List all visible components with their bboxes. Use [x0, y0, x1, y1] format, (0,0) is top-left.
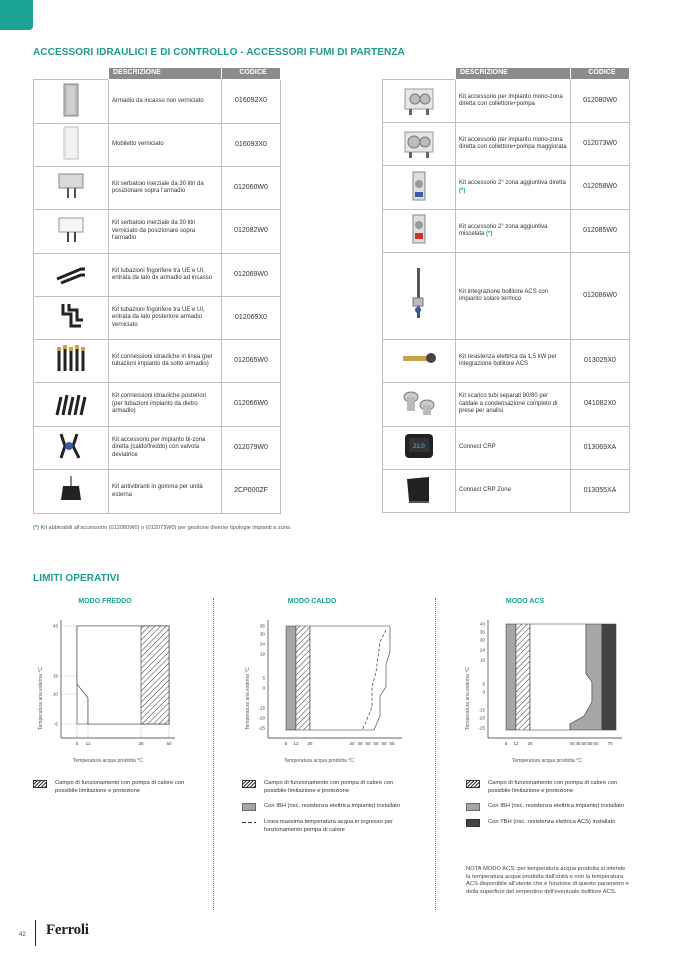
- legend-swatch-hatch: [242, 780, 256, 788]
- table-row: [34, 340, 281, 383]
- header-blank: [383, 68, 456, 80]
- legend-swatch-gray: [466, 803, 480, 811]
- y-tick-label: 19: [479, 657, 485, 663]
- xlabel-freddo: Temperatura acqua prodotta °C: [73, 758, 143, 764]
- legend-freddo: [33, 780, 193, 803]
- row-code: 013025X0: [571, 340, 630, 383]
- row-code: 012085W0: [571, 210, 630, 253]
- row-code: 012066W0: [222, 383, 281, 427]
- x-tick-label: 45: [357, 741, 363, 746]
- legend-item: [466, 803, 636, 811]
- connect-crp-image: [383, 427, 456, 470]
- mono-zone-pump-big-image: [383, 123, 456, 166]
- ferroli-logo: Ferroli: [46, 922, 89, 938]
- connect-crp-zone-image: [383, 470, 456, 513]
- table-row: [34, 254, 281, 297]
- x-tick-label: 50: [166, 741, 172, 746]
- row-code: 012060W0: [222, 167, 281, 210]
- legend-swatch-gray: [242, 803, 256, 811]
- y-tick-label: 19: [52, 673, 58, 679]
- y-tick-label: 24: [259, 641, 265, 647]
- legend-acs: [466, 780, 636, 835]
- electric-heater-image: [383, 340, 456, 383]
- section-title-accessories: ACCESSORI IDRAULICI E DI CONTROLLO - ACCESSORI FUMI DI PARTENZA: [33, 47, 405, 58]
- y-tick-label: 0: [482, 689, 485, 695]
- refrigerant-pipes-dx-image: [34, 254, 109, 297]
- table-row: [383, 80, 630, 123]
- table-row: [383, 210, 630, 253]
- chart-acs: [460, 612, 630, 770]
- corner-tab: [0, 0, 33, 30]
- x-tick-label: 40: [569, 741, 575, 746]
- header-description: DESCRIZIONE: [109, 68, 222, 80]
- row-description: Kit tubazioni frigorifere tra UE e UI, entrata da lato dx armadio ad incasso: [109, 254, 222, 297]
- header-code: CODICE: [222, 68, 281, 80]
- acs-ibh-zone-left: [506, 624, 516, 730]
- y-tick-label: 43: [52, 623, 58, 629]
- table-row: [383, 123, 630, 166]
- header-description: DESCRIZIONE: [456, 68, 571, 80]
- acs-tbh-zone: [602, 624, 616, 730]
- table-row: [34, 427, 281, 470]
- y-tick-label: 0: [262, 685, 265, 691]
- legend-item: [466, 819, 636, 827]
- nota-acs: NOTA MODO ACS: per temperatura acqua prodotta si intende la temperatura acqua prodotta dall'unità e non la temperatura ACS disponibile all'utente che è funzione di questo parametro e della superficie del serpentino dell'eventuale bollitore ACS.: [466, 866, 629, 895]
- ylabel-freddo: Temperatura aria esterna °C: [38, 667, 44, 730]
- legend-text: Linea massima temperatura acqua in ingresso per funzionamento pompa di calore: [264, 819, 393, 833]
- divider-1: [213, 598, 214, 910]
- accessories-table-right: [382, 67, 630, 513]
- x-tick-label: 45: [575, 741, 581, 746]
- second-zone-direct-image: [383, 166, 456, 210]
- row-description: Mobiletto verniciato: [109, 124, 222, 167]
- x-tick-label: 25: [527, 741, 533, 746]
- y-tick-label: -25: [478, 725, 485, 731]
- chart-caldo: [240, 612, 410, 770]
- x-tick-label: 55: [587, 741, 593, 746]
- antivibration-image: [34, 470, 109, 514]
- x-tick-label: 25: [138, 741, 144, 746]
- row-code: 012069X0: [222, 297, 281, 340]
- divider-2: [435, 598, 436, 910]
- xlabel-caldo: Temperatura acqua prodotta °C: [284, 758, 354, 764]
- row-code: 012058W0: [571, 166, 630, 210]
- x-tick-label: 12: [293, 741, 299, 746]
- table-row: [34, 210, 281, 254]
- x-tick-label: 11: [85, 741, 91, 746]
- row-code: 012079W0: [222, 427, 281, 470]
- row-code: 016092X0: [222, 80, 281, 124]
- row-description: Kit accessorio per impianto mono-zona diretta con collettore+pompa: [456, 80, 571, 123]
- table-row: [34, 167, 281, 210]
- caldo-field: [310, 626, 390, 730]
- row-code: 012073W0: [571, 123, 630, 166]
- y-tick-label: 30: [479, 637, 485, 643]
- legend-text: Con TBH (risc. resistenza elettrica ACS) installato: [488, 819, 616, 826]
- row-description: Kit resistenza elettrica da 1,5 kW per integrazione bollitore ACS: [456, 340, 571, 383]
- row-description: Kit antivibranti in gomma per unità esterna: [109, 470, 222, 514]
- table-row: [34, 470, 281, 514]
- hydraulic-connections-line-image: [34, 340, 109, 383]
- y-tick-label: -25: [258, 725, 265, 731]
- y-tick-label: -20: [478, 715, 485, 721]
- header-blank: [34, 68, 109, 80]
- chart-freddo: [33, 612, 193, 770]
- section-title-limits: LIMITI OPERATIVI: [33, 573, 120, 584]
- legend-item: [242, 803, 417, 811]
- row-code: 012080W0: [571, 80, 630, 123]
- y-tick-label: 5: [482, 681, 485, 687]
- y-tick-label: 35: [479, 629, 485, 635]
- y-tick-label: -20: [258, 715, 265, 721]
- row-code: 013069XA: [571, 427, 630, 470]
- table-row: [383, 427, 630, 470]
- row-code: 012065W0: [222, 340, 281, 383]
- footnote-text: Kit abbinabili all'accessorio (012080W0) o (012073W0) per gestione diverse tipologie impianti a zona: [40, 525, 290, 531]
- inertial-tank-above-image: [34, 210, 109, 254]
- row-description: Kit scarico tubi separati 80/80 per caldaie a condensazione completo di prese per analisi: [456, 383, 571, 427]
- legend-text: Campo di funzionamento con pompa di calore con possibile limitazione e protezione: [264, 780, 394, 794]
- x-tick-label: 50: [581, 741, 587, 746]
- brand-divider: [35, 920, 36, 946]
- table-row: [383, 383, 630, 427]
- legend-item: [33, 780, 193, 795]
- row-description: Kit accessorio 2° zona aggiuntiva miscelata (*): [456, 210, 571, 253]
- row-code: 2CP000ZF: [222, 470, 281, 514]
- x-tick-label: 55: [373, 741, 379, 746]
- table-row: [383, 470, 630, 513]
- y-tick-label: 5: [262, 675, 265, 681]
- xlabel-acs: Temperatura acqua prodotta °C: [512, 758, 582, 764]
- row-description: Connect CRP Zone: [456, 470, 571, 513]
- y-tick-label: 30: [259, 631, 265, 637]
- row-code: 013055XA: [571, 470, 630, 513]
- row-description: Kit connessioni idrauliche in linea (per tubazioni impianto da sotto armadio): [109, 340, 222, 383]
- x-tick-label: 12: [513, 741, 519, 746]
- row-code: 012069W0: [222, 254, 281, 297]
- hydraulic-connections-rear-image: [34, 383, 109, 427]
- ylabel-acs: Temperatura aria esterna °C: [465, 667, 471, 730]
- row-description: Kit serbatoio inerziale da 30 litri verniciato da posizionare sopra l'armadio: [109, 210, 222, 254]
- caldo-hatch-zone: [296, 626, 310, 730]
- row-code: 012086W0: [571, 253, 630, 340]
- row-description: Kit integrazione bollitore ACS con impianto solare termico: [456, 253, 571, 340]
- y-tick-label: 19: [259, 651, 265, 657]
- y-tick-label: 10: [52, 691, 58, 697]
- flue-kit-image: [383, 383, 456, 427]
- table-row: [34, 80, 281, 124]
- table-row: [34, 297, 281, 340]
- legend-item: [242, 819, 417, 834]
- y-tick-label: 35: [259, 623, 265, 629]
- painted-cabinet-image: [34, 124, 109, 167]
- y-tick-label: -5: [53, 721, 58, 727]
- table-row: [383, 253, 630, 340]
- x-tick-label: 25: [307, 741, 313, 746]
- y-tick-label: -15: [478, 707, 485, 713]
- accessories-table-left: [33, 67, 281, 514]
- inertial-tank-top-image: [34, 167, 109, 210]
- second-zone-mixed-image: [383, 210, 456, 253]
- mode-title-freddo: MODO FREDDO: [78, 598, 132, 605]
- svg-text:21.0: 21.0: [413, 444, 425, 451]
- row-description: Kit accessorio per impianto mono-zona diretta con collettore+pompa maggiorata: [456, 123, 571, 166]
- x-tick-label: 70: [607, 741, 613, 746]
- legend-text: Con IBH (risc. resistenza elettrica impianto) installato: [488, 803, 624, 810]
- row-description: Kit accessorio per impianto bi-zona diretta (caldo/freddo) con valvola deviatrice: [109, 427, 222, 470]
- x-tick-label: 60: [381, 741, 387, 746]
- x-tick-label: 40: [349, 741, 355, 746]
- footnote-marker: (*): [484, 231, 493, 237]
- cooling-hatch-zone: [141, 626, 169, 724]
- table-row: [34, 383, 281, 427]
- legend-swatch-dark: [466, 819, 480, 827]
- legend-item: [242, 780, 417, 795]
- legend-swatch-hatch: [33, 780, 47, 788]
- table-row: [34, 124, 281, 167]
- legend-caldo: [242, 780, 417, 842]
- table-row: [383, 166, 630, 210]
- y-tick-label: 24: [479, 647, 485, 653]
- y-tick-label: -15: [258, 705, 265, 711]
- x-tick-label: 65: [389, 741, 395, 746]
- x-tick-label: 50: [365, 741, 371, 746]
- caldo-ibh-zone: [286, 626, 296, 730]
- bi-zone-kit-image: [34, 427, 109, 470]
- header-code: CODICE: [571, 68, 630, 80]
- acs-field: [530, 624, 592, 730]
- row-description: Kit connessioni idrauliche posteriori (per tubazioni impianto da dietro armadio): [109, 383, 222, 427]
- legend-text: Campo di funzionamento con pompa di calore con possibile limitazione e protezione: [488, 780, 618, 794]
- footnote: [33, 525, 290, 531]
- footnote-star: (*): [33, 525, 39, 531]
- table-row: [383, 340, 630, 383]
- mode-title-caldo: MODO CALDO: [287, 598, 337, 605]
- row-description: Kit accessorio 2° zona aggiuntiva diretta (*): [456, 166, 571, 210]
- ylabel-caldo: Temperatura aria esterna °C: [245, 667, 251, 730]
- y-tick-label: 43: [479, 621, 485, 627]
- x-tick-label: 5: [75, 741, 79, 746]
- row-code: 041082X0: [571, 383, 630, 427]
- acs-hatch-zone: [516, 624, 530, 730]
- x-tick-label: 5: [284, 741, 288, 746]
- row-description: Kit tubazioni frigorifere tra UE e UI, entrata da lato posteriore armadio verniciato: [109, 297, 222, 340]
- solar-dhw-integration-image: [383, 253, 456, 340]
- legend-swatch-hatch: [466, 780, 480, 788]
- legend-text: Campo di funzionamento con pompa di calore con possibile limitazione e protezione: [55, 780, 185, 794]
- refrigerant-pipes-rear-image: [34, 297, 109, 340]
- mono-zone-pump-image: [383, 80, 456, 123]
- x-tick-label: 5: [504, 741, 508, 746]
- row-description: Armadio da incasso non verniciato: [109, 80, 222, 124]
- legend-swatch-dash: [242, 819, 256, 827]
- x-tick-label: 60: [593, 741, 599, 746]
- mode-title-acs: MODO ACS: [505, 598, 545, 605]
- row-description: Kit serbatoio inerziale da 30 litri da posizionare sopra l'armadio: [109, 167, 222, 210]
- built-in-cabinet-image: [34, 80, 109, 124]
- row-description: Connect CRP: [456, 427, 571, 470]
- row-code: 016093X0: [222, 124, 281, 167]
- page-number: 42: [19, 932, 26, 938]
- footnote-marker: (*): [459, 187, 466, 194]
- row-code: 012082W0: [222, 210, 281, 254]
- legend-item: [466, 780, 636, 795]
- legend-text: Con IBH (risc. resistenza elettrica impianto) installato: [264, 803, 400, 810]
